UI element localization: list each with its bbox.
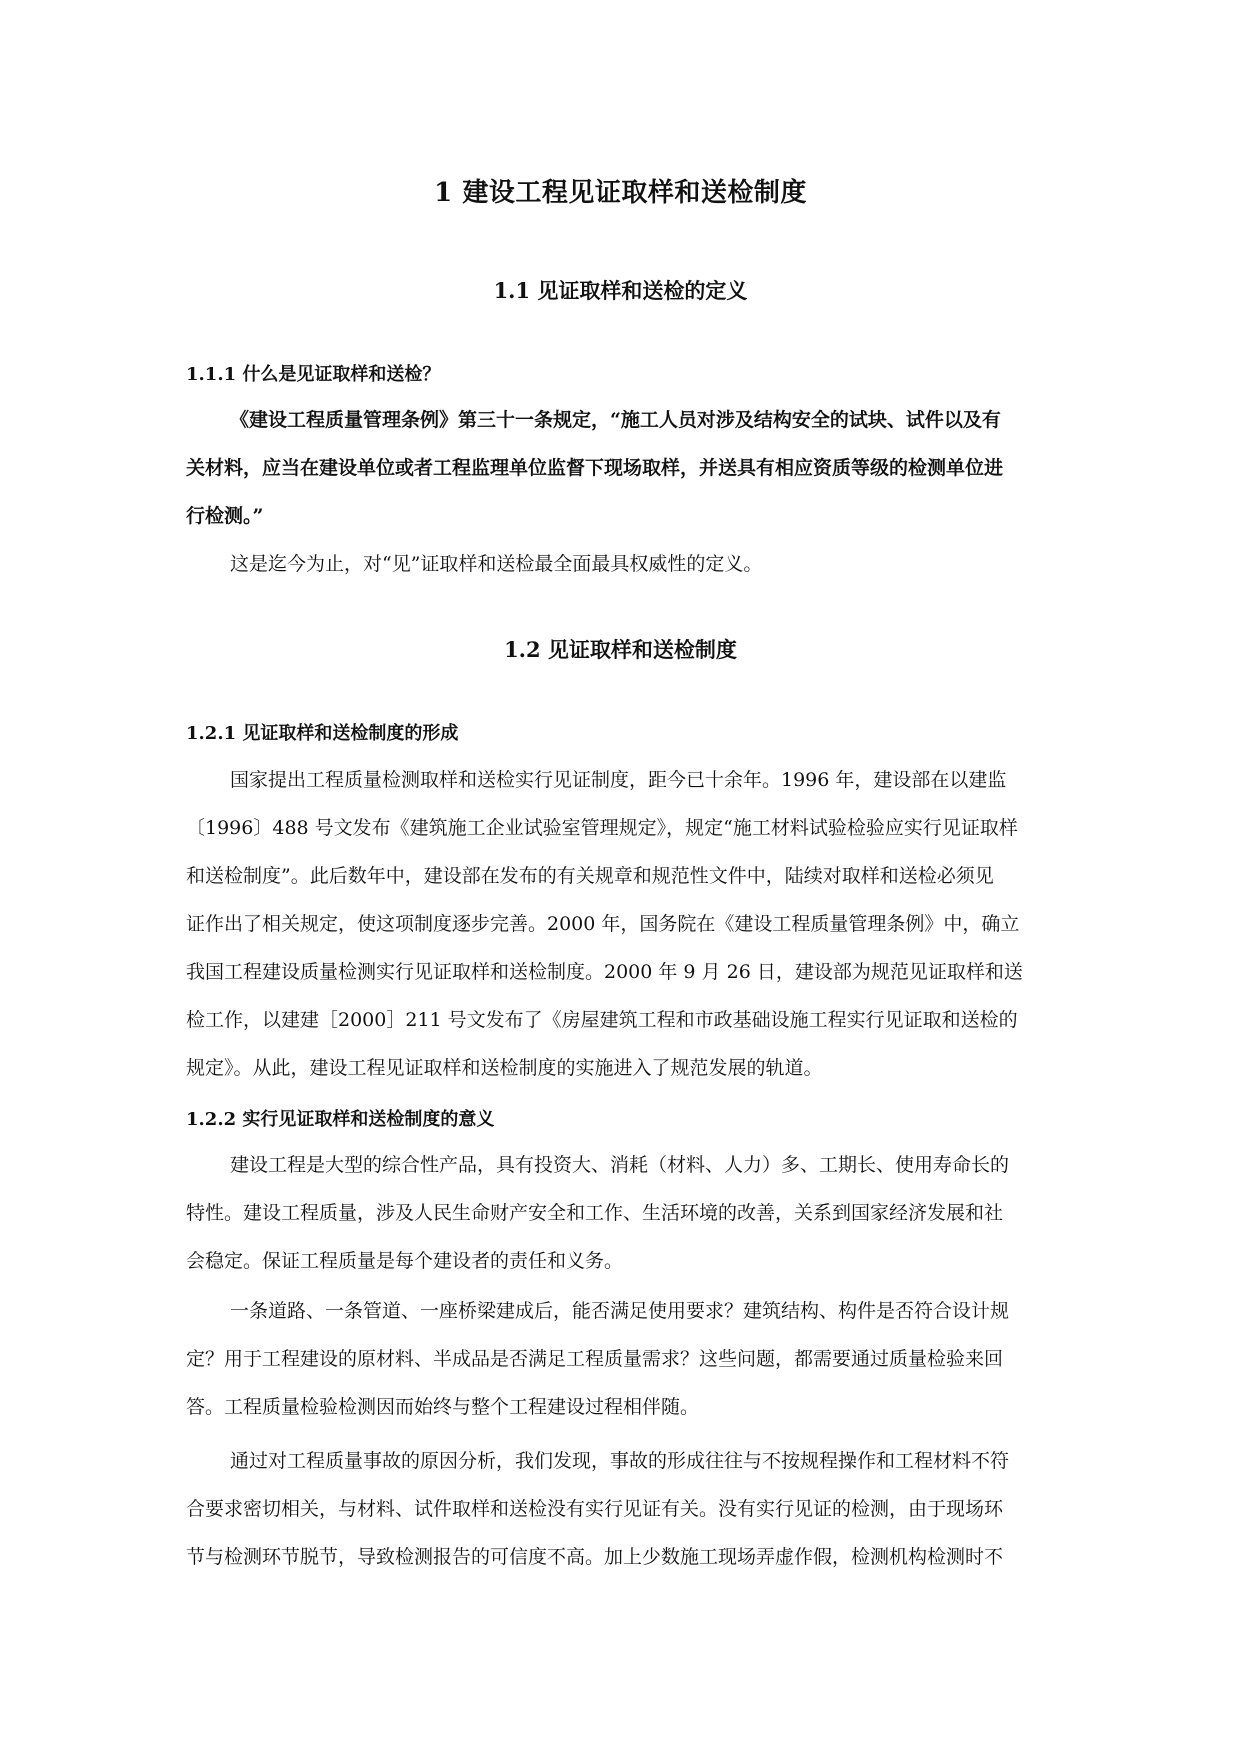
formation-paragraph bbox=[186, 756, 1124, 1092]
text-line: 节与检测环节脱节，导致检测报告的可信度不高。加上少数施工现场弄虚作假，检测机构检测时不 bbox=[186, 1546, 1004, 1568]
text-line: 通过对工程质量事故的原因分析，我们发现，事故的形成往往与不按规程操作和工程材料不符 bbox=[230, 1450, 1010, 1472]
chapter-title: 1 建设工程见证取样和送检制度 bbox=[434, 178, 807, 208]
text-line: 规定》。从此，建设工程见证取样和送检制度的实施进入了规范发展的轨道。 bbox=[186, 1057, 823, 1079]
text-line: 〔1996〕488 号文发布《建筑施工企业试验室管理规定》，规定“施工材料试验检验应实行见证取样 bbox=[186, 817, 1018, 839]
subsection-heading-1-1-1: 1.1.1 什么是见证取样和送检？ bbox=[186, 364, 441, 385]
text-line: 会稳定。保证工程质量是每个建设者的责任和义务。 bbox=[186, 1250, 624, 1272]
text-line: 合要求密切相关，与材料、试件取样和送检没有实行见证有关。没有实行见证的检测，由于现场环 bbox=[186, 1498, 1004, 1520]
text-line: 行检测。” bbox=[186, 505, 264, 527]
section-heading-1-1: 1.1 见证取样和送检的定义 bbox=[493, 278, 748, 303]
text-line: 证作出了相关规定，使这项制度逐步完善。2000 年，国务院在《建设工程质量管理条例》中，确立 bbox=[186, 913, 1020, 935]
text-line: 检工作，以建建［2000］211 号文发布了《房屋建筑工程和市政基础设施工程实行见证取和送检的 bbox=[186, 1009, 1018, 1031]
text-line: 和送检制度”。此后数年中，建设部在发布的有关规章和规范性文件中，陆续对取样和送检必须见 bbox=[186, 865, 994, 887]
significance-paragraph-1 bbox=[186, 1141, 1124, 1285]
text-line: 特性。建设工程质量，涉及人民生命财产安全和工作、生活环境的改善，关系到国家经济发展和社 bbox=[186, 1202, 1004, 1224]
subsection-heading-1-2-2: 1.2.2 实行见证取样和送检制度的意义 bbox=[186, 1109, 495, 1130]
definition-quote-paragraph bbox=[186, 396, 1124, 540]
text-line: 我国工程建设质量检测实行见证取样和送检制度。2000 年 9 月 26 日，建设部为规范见证取样和送 bbox=[186, 961, 1023, 983]
text-line: 国家提出工程质量检测取样和送检实行见证制度，距今已十余年。1996 年，建设部在以建监 bbox=[230, 769, 1007, 791]
significance-paragraph-2 bbox=[186, 1287, 1124, 1431]
significance-paragraph-3 bbox=[186, 1437, 1124, 1581]
text-line: 《建设工程质量管理条例》第三十一条规定，“施工人员对涉及结构安全的试块、试件以及有 bbox=[230, 409, 1001, 431]
subsection-heading-1-2-1: 1.2.1 见证取样和送检制度的形成 bbox=[186, 723, 459, 744]
definition-note-paragraph bbox=[186, 540, 1124, 588]
text-line: 答。工程质量检验检测因而始终与整个工程建设过程相伴随。 bbox=[186, 1396, 700, 1418]
text-line: 关材料，应当在建设单位或者工程监理单位监督下现场取样，并送具有相应资质等级的检测单位进 bbox=[186, 457, 1004, 479]
text-line: 一条道路、一条管道、一座桥梁建成后，能否满足使用要求？建筑结构、构件是否符合设计规 bbox=[230, 1300, 1010, 1322]
section-heading-1-2: 1.2 见证取样和送检制度 bbox=[504, 637, 737, 662]
text-line: 建设工程是大型的综合性产品，具有投资大、消耗（材料、人力）多、工期长、使用寿命长的 bbox=[230, 1154, 1010, 1176]
text-line: 这是迄今为止，对“见”证取样和送检最全面最具权威性的定义。 bbox=[230, 553, 763, 575]
text-line: 定？用于工程建设的原材料、半成品是否满足工程质量需求？这些问题，都需要通过质量检验来回 bbox=[186, 1348, 1004, 1370]
